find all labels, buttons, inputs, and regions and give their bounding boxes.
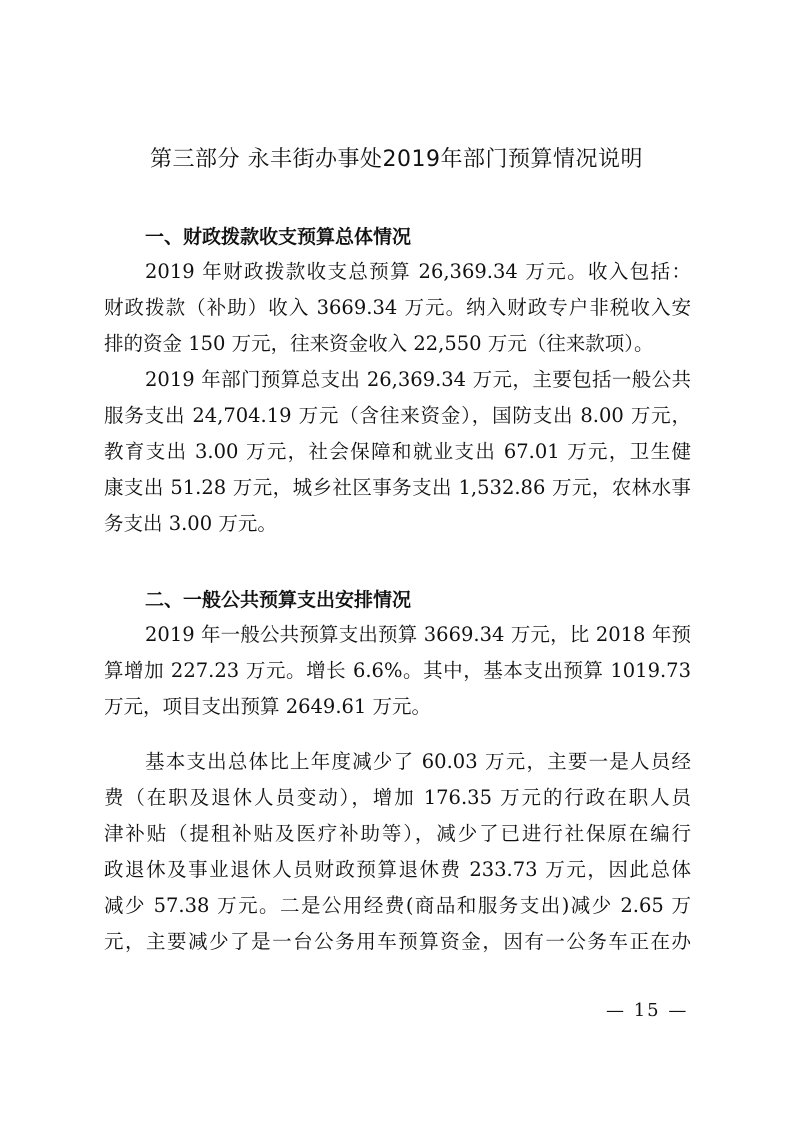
- paragraph-line: 2019 年部门预算总支出 26,369.34 万元，主要包括一般公共: [145, 368, 691, 391]
- paragraph-line: 政退休及事业退休人员财政预算退休费 233.73 万元，因此总体: [104, 858, 691, 881]
- paragraph-line: 2019 年一般公共预算支出预算 3669.34 万元，比 2018 年预: [145, 623, 691, 646]
- paragraph-line: 务支出 3.00 万元。: [104, 512, 277, 535]
- page-title: 第三部分 永丰街办事处2019年部门预算情况说明: [150, 147, 643, 172]
- paragraph-line: 服务支出 24,704.19 万元（含往来资金），国防支出 8.00 万元，: [104, 404, 691, 427]
- paragraph-line: 财政拨款（补助）收入 3669.34 万元。纳入财政专户非税收入安: [104, 296, 691, 319]
- paragraph-line: 津补贴（提租补贴及医疗补助等），减少了已进行社保原在编行: [104, 822, 691, 845]
- paragraph-line: 减少 57.38 万元。二是公用经费(商品和服务支出)减少 2.65 万: [104, 894, 691, 917]
- section-heading-2: 二、一般公共预算支出安排情况: [145, 589, 412, 611]
- paragraph-line: 万元，项目支出预算 2649.61 万元。: [104, 695, 432, 718]
- paragraph-line: 基本支出总体比上年度减少了 60.03 万元，主要一是人员经: [145, 750, 691, 773]
- paragraph-line: 排的资金 150 万元，往来资金收入 22,550 万元（往来款项）。: [104, 332, 654, 355]
- section-heading-1: 一、财政拨款收支预算总体情况: [145, 226, 412, 248]
- paragraph-line: 2019 年财政拨款收支总预算 26,369.34 万元。收入包括：: [145, 260, 691, 283]
- paragraph-line: 元，主要减少了是一台公务用车预算资金，因有一公务车正在办: [104, 930, 691, 953]
- paragraph-line: 康支出 51.28 万元，城乡社区事务支出 1,532.86 万元，农林水事: [104, 476, 691, 499]
- paragraph-line: 教育支出 3.00 万元，社会保障和就业支出 67.01 万元，卫生健: [104, 440, 691, 463]
- paragraph-line: 算增加 227.23 万元。增长 6.6%。其中，基本支出预算 1019.73: [104, 659, 691, 682]
- page-number: — 15 —: [606, 1000, 689, 1021]
- paragraph-line: 费（在职及退休人员变动），增加 176.35 万元的行政在职人员: [104, 786, 691, 809]
